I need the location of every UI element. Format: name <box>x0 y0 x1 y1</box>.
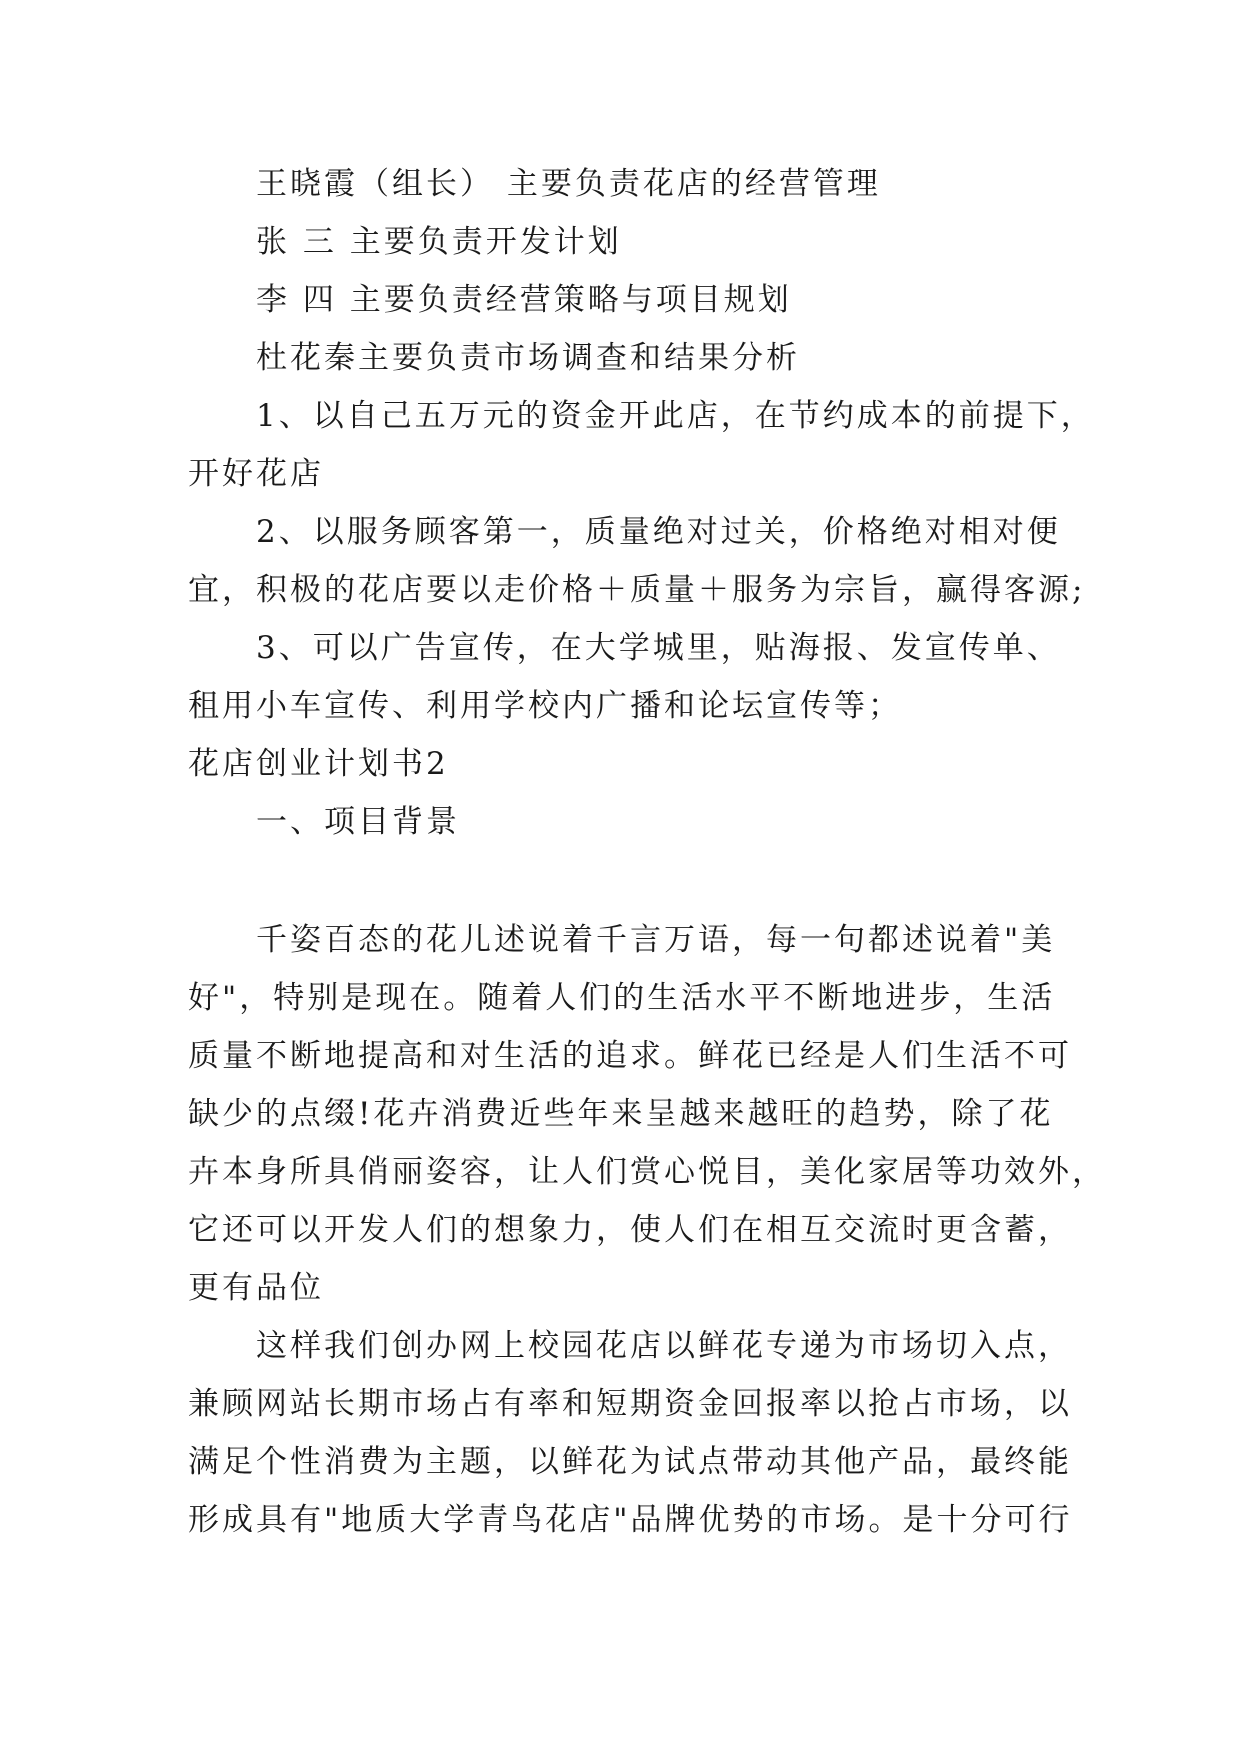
background-para-1-line-3: 质量不断地提高和对生活的追求。鲜花已经是人们生活不可 <box>188 1038 1072 1074</box>
background-para-1-line-2: 好"，特别是现在。随着人们的生活水平不断地进步，生活 <box>188 980 1056 1016</box>
section-title: 花店创业计划书2 <box>188 746 449 782</box>
background-para-2-line-1: 这样我们创办网上校园花店以鲜花专递为市场切入点， <box>256 1328 1072 1364</box>
member-line-du: 杜花秦主要负责市场调查和结果分析 <box>256 340 800 376</box>
background-para-1-line-1: 千姿百态的花儿述说着千言万语，每一句都述说着"美 <box>256 922 1056 958</box>
background-para-1-line-7: 更有品位 <box>188 1270 324 1306</box>
member-line-zhang: 张 三 主要负责开发计划 <box>256 224 622 260</box>
strategy-2-line-1: 2、以服务顾客第一，质量绝对过关，价格绝对相对便 <box>256 514 1061 550</box>
background-para-1-line-5: 卉本身所具俏丽姿容，让人们赏心悦目，美化家居等功效外， <box>188 1154 1106 1190</box>
strategy-1-line-1: 1、以自己五万元的资金开此店，在节约成本的前提下， <box>256 398 1095 434</box>
strategy-1-line-2: 开好花店 <box>188 456 324 492</box>
strategy-2-line-2: 宜，积极的花店要以走价格＋质量＋服务为宗旨，赢得客源; <box>188 572 1086 608</box>
member-line-wang: 王晓霞（组长） 主要负责花店的经营管理 <box>256 166 881 202</box>
background-para-2-line-4: 形成具有"地质大学青鸟花店"品牌优势的市场。是十分可行 <box>188 1502 1073 1538</box>
subsection-heading: 一、项目背景 <box>256 804 460 840</box>
background-para-2-line-2: 兼顾网站长期市场占有率和短期资金回报率以抢占市场，以 <box>188 1386 1072 1422</box>
strategy-3-line-1: 3、可以广告宣传，在大学城里，贴海报、发宣传单、 <box>256 630 1061 666</box>
member-line-li: 李 四 主要负责经营策略与项目规划 <box>256 282 792 318</box>
background-para-1-line-4: 缺少的点缀!花卉消费近些年来呈越来越旺的趋势，除了花 <box>188 1096 1054 1132</box>
strategy-3-line-2: 租用小车宣传、利用学校内广播和论坛宣传等； <box>188 688 902 724</box>
background-para-2-line-3: 满足个性消费为主题，以鲜花为试点带动其他产品，最终能 <box>188 1444 1072 1480</box>
background-para-1-line-6: 它还可以开发人们的想象力，使人们在相互交流时更含蓄， <box>188 1212 1072 1248</box>
